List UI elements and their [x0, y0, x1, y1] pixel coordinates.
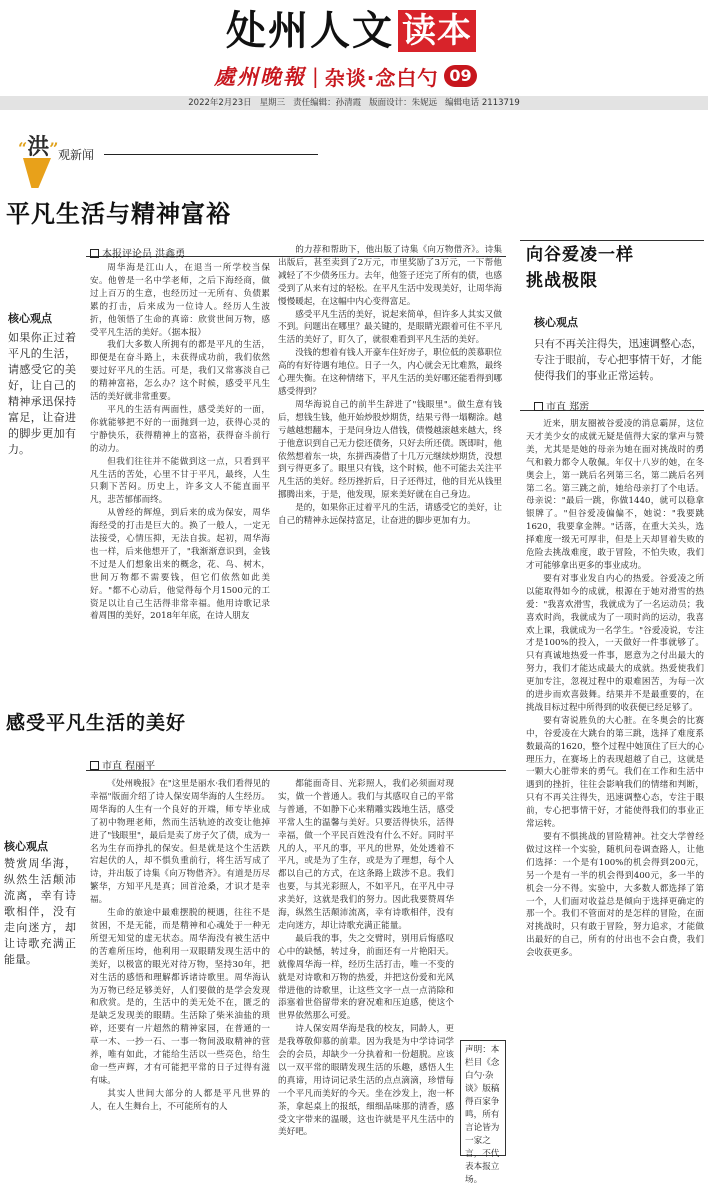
- article1-title: 平凡生活与精神富裕: [6, 200, 231, 228]
- column-logo-gold-shape: [23, 158, 51, 188]
- dateline-designer: 版面设计：朱妮远: [369, 98, 438, 108]
- article3-byline: 市直 郑雳: [534, 398, 589, 413]
- column-logo-rule: [104, 154, 318, 155]
- article1-col2-para: 没钱的想着有钱人开豪车住好房子，职位低的羡慕职位高的有好待遇有地位。日子一久，内心就会无比难熬，最终心理失衡。在这种情绪下，平凡生活的美好哪还能看得到哪感受得到？: [278, 348, 502, 397]
- column-logo-word: 观新闻: [58, 148, 95, 162]
- article2-byline: 市直 程丽平: [90, 757, 155, 772]
- article1-core-label: 核心观点: [8, 312, 52, 325]
- column-name: 杂谈·念白勺: [324, 65, 439, 90]
- article3-title-line2: 挑战极限: [526, 271, 598, 291]
- editorial-disclaimer-note: 声明：本栏目《念白勺·杂谈》版稿得百家争鸣，所有言论皆为一家之言，不代表本报立场。: [460, 1040, 506, 1156]
- article2-col1-para: 《处州晚报》在"这里是丽水·我们看得见的幸福"版面介绍了诗人保安周华海的人生经历。周华海的人生有一个良好的开端，师专毕业成了初中物理老师，然而生活轨迹的改变让他掉进了"钱眼里"，最后是卖了房子欠了债，成为一名为生存而挣扎的保安。但是就是这个生活跌宕起伏的人，却不惧负重前行，将生活写成了诗，并出版了诗集《向万物借齐》。有道是历尽繁华，方知平凡是真；回首沧桑，才识才是幸福。: [90, 779, 270, 906]
- article2-col1-para: 生命的旅途中最难摆脱的梗遇，往往不是贫困，不是无能，而是精神和心魂处于一种无所望无知觉的虚无状态。周华海没有被生活中的苦难所压垮，他利用一双眼睛发现生活中的美好，以极富的眼光对待万物，坚持30年，把对生活的感悟和理解都诉诸诗歌里。周华海认为万物已经足够美好，人们要做的是学会发现和欣赏。是的，生活中的美无处不在，匮乏的是缺乏发现美的眼睛。生活除了柴米油盐的琐碎，还要有一片超然的精神家园，在普通的一草一木、一抄一石、一事一物间汲取精神的营养，唯有如此，才能给生活以一些亮色，给生命一些声辉，才有可能把平常的日子过得有滋有味。: [90, 908, 270, 1086]
- masthead-title-red: 读本: [398, 10, 476, 52]
- article2-col2-para: 都能面奇目、光彩照人，我们必须面对现实，做一个普通人。我们与其感叹自己的平常与普通，不如静下心来精雕实践地生活，感受平常人生的温馨与美好。只要活得快乐，活得幸福，做一个平民百姓没有什么不好。同时平凡的人，平凡的事，平凡的世界，处处透着不平凡，或是为了生存，或是为了理想，每个人都以自己的方式，在这条路上跋涉不息。我们也要，与其光彩照人，不如平凡，在平凡中寻求美好，这就是我们的努力。因此我要赞周华海，纵然生活颠沛流离，幸有诗歌相伴，没有走向迷方，却让诗歌充满正能量。: [278, 779, 454, 931]
- article1-col1-para: 周华海是江山人，在退当一所学校当保安。他曾是一名中学老师，之后下海经商，做过上百万的生意，也经历过一无所有、负债累累的打击，后来成为一位诗人。经历人生波折，他领悟了生命的真谛：欣赏世间万物，感受平凡生活的美好。（据本报）: [90, 263, 270, 338]
- article1-core-text: 如果你正过着平凡的生活，请感受它的美好，让自己的精神承迅保持富足，让奋进的脚步更加有力。: [8, 331, 76, 456]
- article1-col1-para: 但我们往往并不能做到这一点，只看到平凡生活的苦处，心里不甘于平凡，最终，人生只剩下苦闷。历史上，许多文人不能直面平凡，悲苦郁郁而终。: [90, 456, 270, 506]
- dateline-editor: 责任编辑：孙清霞: [293, 98, 362, 108]
- article1-col2-para: 的力荐和帮助下，他出版了诗集《向万物借齐》。诗集出版后，甚至卖到了2万元，市里奖励了3万元，一下帮他减轻了不少债务压力。去年，他签子还完了所有的债，也感受到了从来有过的轻松。在平凡生活中发现美好，让周华海慢慢暖起，在这幅中内心变得富足。: [278, 245, 502, 307]
- masthead-subline: [214, 62, 494, 90]
- article3-title: [526, 242, 696, 294]
- article2-column-2: [278, 778, 454, 1162]
- article1-col2-para: 是的，如果你正过着平凡的生活，请感受它的美好，让自己的精神永远保持富足，让奋进的脚步更加有力。: [278, 503, 502, 527]
- article1-byline: 本报评论员 洪鑫勇: [90, 245, 185, 260]
- article1-col1-para: 我们大多数人所拥有的都是平凡的生活，即便是在奋斗路上，未获得成功前，我们依然要过好平凡的生活。可是，我们又常寡淡自己的精神富裕，怎么办？这个时候，感受平凡生活的美好就非常重要。: [90, 340, 270, 403]
- newspaper-name-logo: 處州晚報: [214, 64, 306, 89]
- article1-col2-para: 感受平凡生活的美好，说起来简单，但许多人其实又做不到。问题出在哪里？最关键的，是眼睛光跟着可住不平凡生活的美好了，盯久了，就很难看到平凡生活的美好。: [278, 309, 502, 346]
- article1-column-1: [90, 262, 270, 662]
- article2-core-text: 赞赏周华海，纵然生活颠沛流离，幸有诗歌相伴，没有走向迷方，却让诗歌充满正能量。: [4, 857, 76, 966]
- page-number-badge: 09: [444, 65, 476, 87]
- article3-core-label: 核心观点: [534, 316, 578, 329]
- masthead-title-main: 处州人文: [226, 7, 394, 54]
- masthead-title: [226, 8, 482, 54]
- article3-body: [526, 418, 704, 1158]
- article1-col2-para: 周华海说自己的前半生辞进了"钱眼里"。做生意有钱后，想钱生钱，他开始炒股炒期货，结果亏得一塌糊涂。越亏越越想翻本，于是问身边人借钱，债慢越滚越来越大，终于他意识到自己无力偿还债务，只好去所还债。既即时，他依然想着东一块，东拼西凑借了十几万元继续炒期货，没想到亏得更多了。眼里只有钱，这个时候，他不可能去关注平凡生活的美好。经历挫折后，日子还得过，他的目光从钱里挪腾出来，于是，他发现，原来美好就在自己身边。: [278, 399, 502, 501]
- article2-col2-para: 最后我的事，失之交臂时，别用后悔感叹心中的缺憾，转过身，前面还有一片艳阳天。就像周华海一样，经历生活打击，唯一不变的就是对诗歌和万物的热爱，并把这份爱和光风带进他的诗歌里，让这些文字一点一点消除和添塞着世俗留带来的窘况难和压迫感，使这个世界依然那么可爱。: [278, 933, 454, 1022]
- article2-col1-para: 其实人世间大部分的人都是平凡世界的人，在人生舞台上，不可能所有的人: [90, 1088, 270, 1112]
- column-logo-mark: “洪”: [18, 134, 59, 160]
- article1-col1-para: 平凡的生活有两面性，感受美好的一面，你就能够把不好的一面抛到一边，获得心灵的宁静快乐，获得精神上的富裕，获得奋斗前行的动力。: [90, 404, 270, 454]
- article3-para: 要有不惧挑战的冒险精神。社交大学曾经做过这样一个实验，随机问卷调查路人，让他们选择：一个是有100%的机会得到200元，另一个是有一半的机会得到400元，多一半的机会一分不得。实验中，大多数人都选择了第一个，人们面对收益总是倾向于选择更确定的那一个。我们不管面对的是怎样的冒险，在面对挑战时，只有敢于冒险，努力追求，才能做出最好的自己，所有的付出也不会白费，我们会收获更多。: [526, 832, 704, 959]
- article2-col2-para: 诗人保安周华海是我的校友，同龄人，更是我尊敬仰慕的前辈。因为我是为中学诗词学会的会员，却缺少一分执着和一份超脱。应该以一双平常的眼睛发现生活的乐趣，感悟人生的真谛，用诗词记录生活的点点滴滴，珍惜每一个平凡而美好的今天。坐在沙发上，泡一杯茶，拿起桌上的报纸，细细品味那的清香，感受文字带来的温暖，这也许就是平凡生活中的美好吧。: [278, 1024, 454, 1138]
- article2-title: 感受平凡生活的美好: [6, 712, 187, 734]
- dateline-phone: 编辑电话 2113719: [445, 98, 520, 108]
- article3-top-rule: [520, 240, 704, 241]
- article3-para: 要有寄说胜负的大心脏。在冬奥会的比赛中，谷爱凌在大跳台的第三跳，选择了难度系数最高的1620，整个过程中她顶住了巨大的心理压力，在赛场上的表现超越了自己，这就是一颗大心脏带来的勇气。我们在工作和生活中遇到的挫折，往往会影响我们的情绪和判断，只有不再关注得失，迅速调整心态，专注于眼前，专心把事情干好，才能使得我们的事业正常运转。: [526, 715, 704, 830]
- article2-core-label: 核心观点: [4, 840, 48, 853]
- dateline-date: 2022年2月23日: [188, 98, 252, 108]
- article3-core-text: 只有不再关注得失，迅速调整心态，专注于眼前，专心把事情干好，才能使得我们的事业正常运转。: [534, 338, 702, 382]
- article1-col1-para: 从曾经的辉煌，到后来的成为保安，周华海经受的打击是巨大的。换了一般人，一定无法接受，心情压抑，无法自拔。起初，周华海也一样，后来他想开了，"我渐渐意识到，金钱不过是人们想象出来的概念，花、鸟、树木，世间万物都不需要钱，但它们依然如此美好。"都不心动后，他觉得每个月1500元的工资足以让自己生活得非常幸福。他用诗歌记录着周围的美好，2018年年底，在诗人朋友: [90, 508, 270, 622]
- column-logo: [18, 130, 308, 160]
- article3-para: 要有对事业发自内心的热爱。谷爱凌之所以能取得如今的成就，根源在于她对滑雪的热爱："我喜欢滑雪，我就成为了一名运动员；我喜欢时尚，我就成为了一项时尚的运动，我喜欢上课，我就成为一名学生。"谷爱凌说，专注才是100%的投入，一天做好一件事就够了。只有真诚地热爱一件事，愿意为之付出最大的努力，我们才能达成最大的成就。热爱使我们更加专注，忽视过程中的艰难困苦，为每一次的进步而欢喜鼓舞。结果并不是最重要的，在挑战目标过程中所得到的收获便已经足够了。: [526, 573, 704, 713]
- article2-column-1: [90, 778, 270, 1162]
- article3-para: 近来，朋友圈被谷爱凌的消息霸屏，这位天才美少女的成就无疑是值得大家的掌声与赞美，尤其是是她的母亲为她在面对挑战时的勇气和毅力都令人敬佩。年仅十八岁的她，在冬奥会上，第一跳后名列第三名，第二跳后名列第二名。第三跳之前，她给母亲打了个电话。母亲说："最后一跳，你做1440，就可以稳拿银牌了。"但谷爱凌偏偏不，她说："我要跳1620，我要拿金牌。"话落，在重大关头，选择难度一级无可厚非，但是上天却冒着失败的危险去挑战难度，敢于冒险，不怕失败，我们才可能够拿出更多的事业成功。: [526, 419, 704, 571]
- masthead-separator: |: [312, 64, 319, 88]
- article3-title-line1: 向谷爱凌一样: [526, 245, 634, 265]
- dateline-weekday: 星期三: [259, 98, 286, 108]
- article1-column-2: [278, 244, 502, 638]
- dateline-bar: [0, 96, 708, 110]
